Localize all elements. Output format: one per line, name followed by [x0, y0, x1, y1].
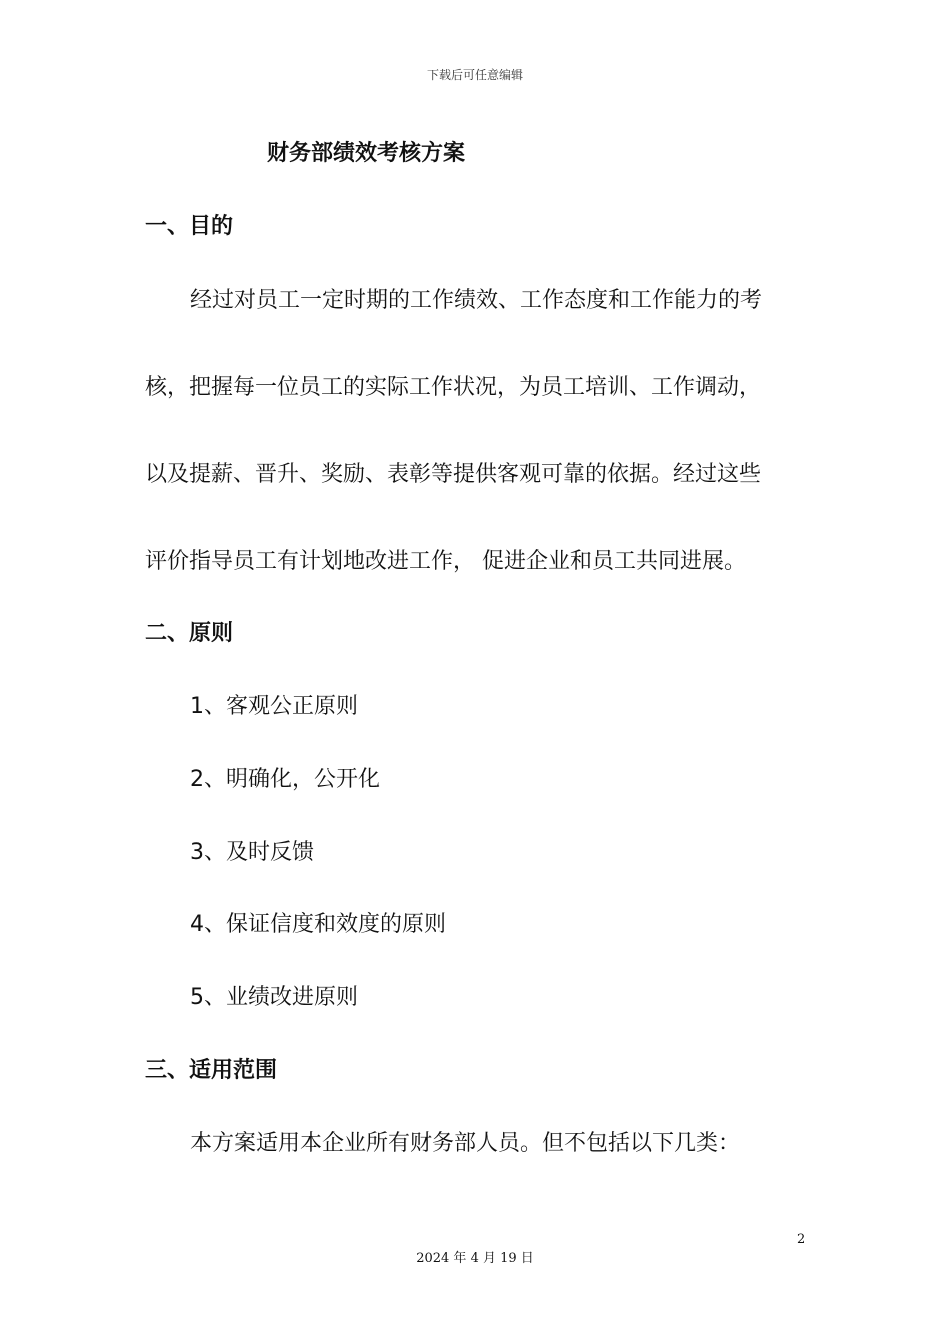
header-note: 下载后可任意编辑 [426, 68, 523, 82]
section-heading-purpose: 一、目的 [145, 214, 234, 239]
principle-item: 1、客观公正原则 [190, 694, 358, 719]
section-heading-scope: 三、适用范围 [145, 1058, 278, 1083]
principle-item: 2、明确化，公开化 [190, 767, 380, 792]
paragraph-line: 评价指导员工有计划地改进工作， 促进企业和员工共同进展。 [145, 549, 746, 574]
principle-item: 3、及时反馈 [190, 840, 314, 865]
paragraph-line: 经过对员工一定时期的工作绩效、工作态度和工作能力的考 [190, 288, 763, 313]
principle-item: 4、保证信度和效度的原则 [190, 912, 446, 937]
paragraph-line: 以及提薪、晋升、奖励、表彰等提供客观可靠的依据。经过这些 [145, 462, 762, 487]
principle-item: 5、业绩改进原则 [190, 985, 358, 1010]
paragraph-line: 本方案适用本企业所有财务部人员。但不包括以下几类： [190, 1131, 741, 1156]
footer-date: 2024 年 4 月 19 日 [416, 1251, 534, 1266]
paragraph-line: 核，把握每一位员工的实际工作状况，为员工培训、工作调动， [145, 375, 762, 400]
section-heading-principles: 二、原则 [145, 621, 234, 646]
page-number: 2 [797, 1232, 806, 1247]
document-title: 财务部绩效考核方案 [267, 141, 466, 166]
